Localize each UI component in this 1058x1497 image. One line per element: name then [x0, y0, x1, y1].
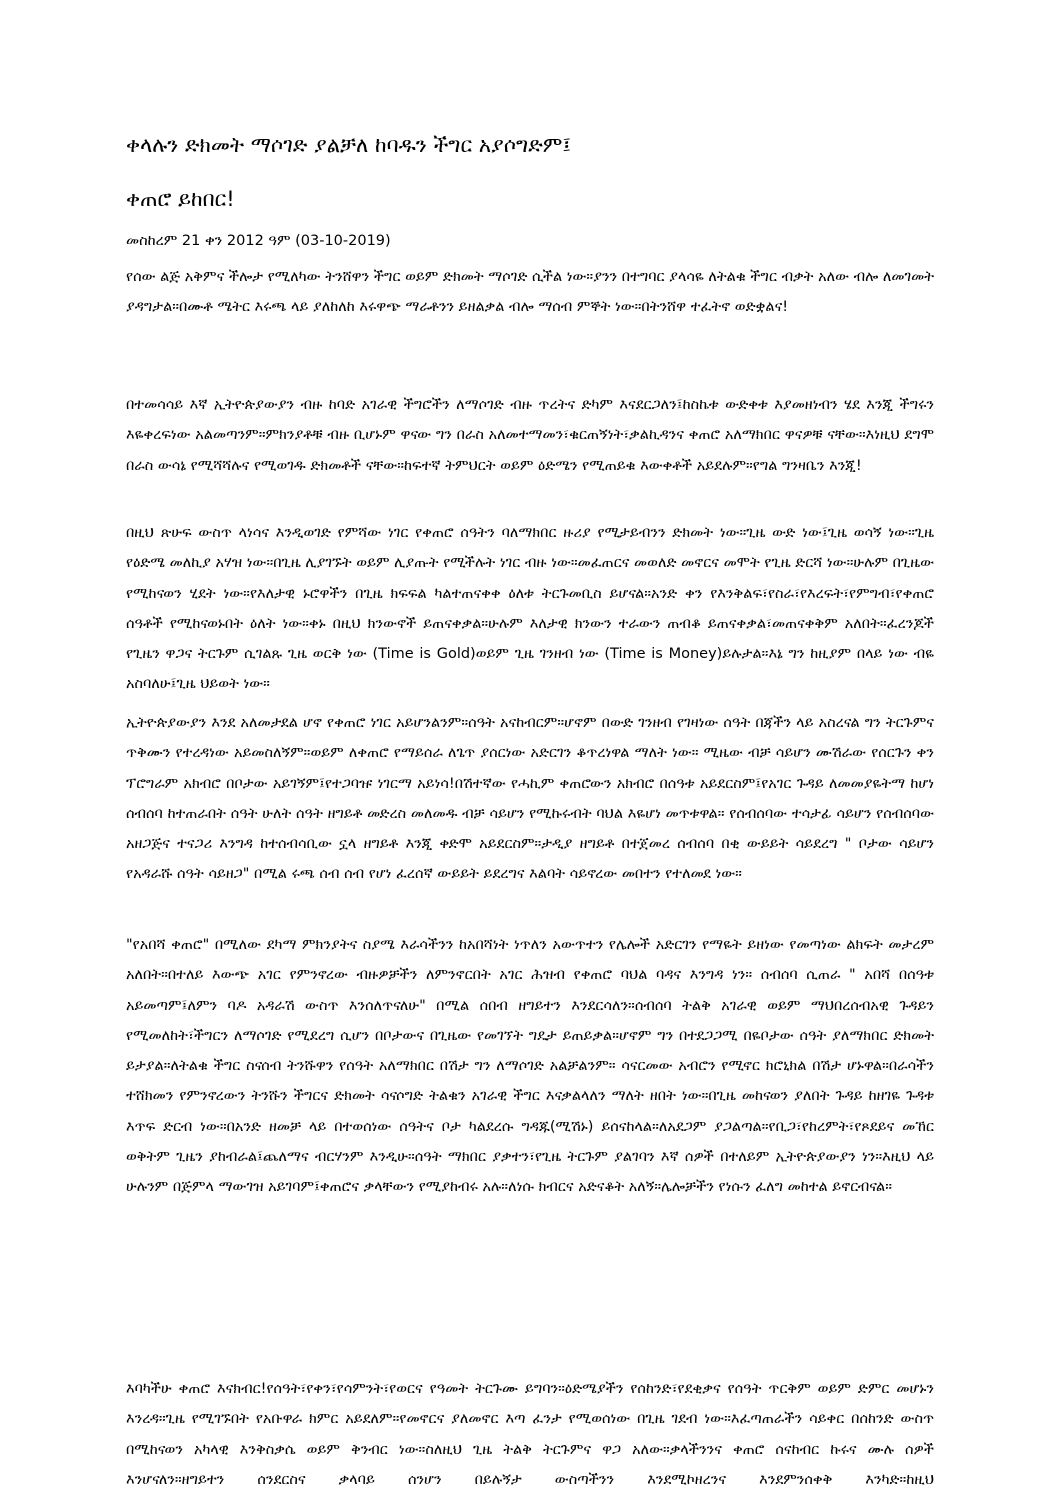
- document-title: ቀላሉን ድክመት ማሶገድ ያልቻለ ከባዱን ችግር አያሶግድም፤: [126, 133, 571, 157]
- document-subtitle: ቀጠሮ ይከበር!: [126, 187, 235, 211]
- paragraph-4: ኢትዮጵያውያን እንደ አለመታደል ሆኖ የቀጠሮ ነገር አይሆንልንም።ሰዓት አናከብርም።ሆኖም በውድ ገንዘብ የገዛነው ሰዓት በጃችን ላይ አስረናል ግን ትርጉምና ጥቅሙን የተረዳነው አይመስለኝም።ወይም ለቀጠሮ የማይሰራ ለጌጥ ያሰርነው አድርገን ቆጥረነዋል ማለት ነው። ሚዜው ብቻ ሳይሆን ሙሽራው የሰርጉን ቀን ፕሮግራም አክብሮ በቦታው አይገኝም፤የተጋባዡ ነገርማ አይነሳ!በሽተኛው የሓኪም ቀጠሮውን አክብሮ በሰዓቱ አይደርስም፤የአገር ጉዳይ ለመመያዬትማ ከሆነ ሰብሰባ ከተጠራበት ሰዓት ሁለት ሰዓት ዘግይቶ መድረስ መለመዱ ብቻ ሳይሆን የሚኩሩብት ባህል እዬሆነ መጥቱዋል። የሰብሰባው ተሳታፊ ሳይሆን የሰብሰባው አዘጋጅና ተናጋሪ እንግዳ ከተሰብሳቢው ኗላ ዘግይቶ እንጂ ቀድሞ አይደርስም።ታዲያ ዘግይቶ በተጀመረ ሰብሰባ በቂ ውይይት ሳይደረግ " ቦታው ሳይሆን የአዳራሹ ሰዓት ሳይዘጋ" በሚል ሩጫ ሰብ ሰብ የሆነ ፈረሰኛ ውይይት ይደረግና እልባት ሳይኖረው መበተን የተለመደ ነው።: [126, 715, 934, 883]
- paragraph-6: እባካችሁ ቀጠሮ እናክብር!የሰዓት፣የቀን፣የሳምንት፣የወርና የዓመት ትርጉሙ ይግባን።ዕድሜያችን የሰከንድ፣የደቂቃና የሰዓት ጥርቅም ወይም ድምር መሆኑን እንረዳ።ጊዜ የሚገኙበት የአቡዋራ ክምር አይደለም።የመኖርና ያለመኖር እጣ ፈንታ የሚወሰነው በጊዜ ገደብ ነው።እፈጣጠራችን ሳይቀር በሰከንድ ውስጥ በሚከናወን አካላዊ እንቅስቃሴ ወይም ቅንብር ነው።ስለዚህ ጊዜ ትልቅ ትርጉምና ዋጋ አለው።ቃላችንንና ቀጠሮ ሰናከብር ኩሩና ሙሉ ሰዎች እንሆናለን።ዘግይተን ሰንደርስና ቃላባይ ሰንሆን በይሉኝታ ውስጣችንን እንደሚኮዘረንና እንደምንሰቀቅ እንካድ።ከዚህ: [126, 1381, 934, 1488]
- paragraph-3: በዚህ ጽሁፍ ውስጥ ላነሳና እንዲወገድ የምሻው ነገር የቀጠሮ ሰዓትን ባለማክበር ዙሪያ የሚታይብንን ድክመት ነው።ጊዜ ውድ ነው፤ጊዜ ወሳኝ ነው።ጊዜ የዕድሜ መለኪያ አሃዝ ነው።በጊዜ ሊያገኙት ወይም ሊያጡት የሚችሉት ነገር ብዙ ነው።መፈጠርና መወለድ መኖርና መሞት የጊዜ ድርሻ ነው።ሁሉም በጊዜው የሚከናወን ሂደት ነው።የእለታዊ ኑሮዋችን በጊዜ ክፍፍል ካልተጠናቀቀ ዕለቱ ትርጉመቢስ ይሆናል።አንድ ቀን የእንቅልፍ፣የስራ፣የእረፍት፣የምግብ፣የቀጠሮ ሰዓቶች የሚከናወኑበት ዕለት ነው።ቀኑ በዚህ ክንውኖች ይጠናቀቃል።ሁሉም እለታዊ ክንውን ተራውን ጠብቆ ይጠናቀቃል፣መጠናቀቅም አለበት።ፈረንጆች የጊዜን ዋጋና ትርጉም ሲገልጹ ጊዜ ወርቅ ነው (Time is Gold)ወይም ጊዜ ገንዘብ ነው (Time is Money)ይሉታል።እኔ ግን ከዚያም በላይ ነው ብዬ አስባለሁ፤ጊዜ ህይወት ነው።: [126, 525, 934, 693]
- paragraph-1: የሰው ልጅ አቅምና ችሎታ የሚለካው ትንሸዋን ችግር ወይም ድክመት ማሶገድ ሲችል ነው።ያንን በተግባር ያላሳዬ ለትልቁ ችግር ብቃት አለው ብሎ ለመገመት ያዳግታል።በሙቶ ሜትር እሩጫ ላይ ያለከለከ እሩዋጭ ማራቶንን ይዘልቃል ብሎ ማሰብ ምኞት ነው።በትንሸዋ ተፈትኖ ወድቋልና!: [126, 269, 934, 316]
- paragraph-2: በተመሳሳይ እኛ ኢትዮጵያውያን ብዙ ከባድ አገራዊ ችግሮችን ለማሶገድ ብዙ ጥረትና ድካም እናደርጋለን፤ከስኬቱ ውድቀቱ እያመዘነብን ሄደ እንጂ ችግሩን እዬቀረፍነው አልመጣንም።ምክንያቶቹ ብዙ ቢሆኑም ዋናው ግን በራስ አለመተማመን፣ቁርጠኝነት፣ቃልኪዳንና ቀጠሮ አለማክበር ዋናዎቹ ናቸው።እነዚህ ደግሞ በራስ ውሳኔ የሚሻሻሉና የሚወገዱ ድክመቶች ናቸው።ከፍተኛ ትምህርት ወይም ዕድሜን የሚጠይቁ እውቀቶች አይደሉም።የግል ግንዛቤን እንጂ!: [126, 397, 934, 474]
- paragraph-5: "የአበሻ ቀጠሮ" በሚለው ደካማ ምክንያትና ስያሜ እራሳችንን ከአበሻነት ነጥለን አውጥተን የሌሎች አድርገን የማዬት ይዘነው የመጣነው ልክፍት መታረም አለበት።በተለይ እውጭ አገር የምንኖረው ብዙዎቻችን ለምንኖርበት አገር ሕዝብ የቀጠሮ ባህል ባዳና እንግዳ ነን። ሰብሰባ ሲጠራ " አበሻ በሰዓቱ አይመጣም፤ለምን ባዶ አዳራሽ ውስጥ እንሰለጥናለሁ" በሚል ሰበብ ዘግይተን እንደርሳለን።ሰብሰባ ትልቅ አገራዊ ወይም ማህበረሰብአዊ ጉዳይን የሚመለከት፣ችግርን ለማሶገድ የሚደረግ ሲሆን በቦታውና በጊዜው የመገኘት ግዴታ ይጠይቃል።ሆኖም ግን በተደጋጋሚ በዬቦታው ሰዓት ያለማክበር ድክመት ይታያል።ለትልቁ ችግር ስናሰብ ትንሹዋን የሰዓት አለማክበር በሽታ ግን ለማሶገድ አልቻልንም። ሳናርመው አብሮን የሚኖር ክሮኒክል በሽታ ሆኑዋል።በራሳችን ተሸክመን የምንኖረውን ትንሹን ችግርና ድክመት ሳናሶግድ ትልቁን አገራዊ ችግር እናቃልላለን ማለት ዘበት ነው።በጊዜ መከናወን ያለበት ጉዳይ ከዘገዬ ጉዳቱ እጥፍ ድርብ ነው።በአንድ ዘመቻ ላይ በተወሰነው ሰዓትና ቦታ ካልደረሱ ግዳጁ(ሚሽኑ) ይሰናከላል።ለአደጋም ያጋልጣል።የቢጋ፣የከረምት፣የጾደይና መኸር ወቅትም ጊዜን ያከብራል፤ጨለማና ብርሃንም እንዲሁ።ሰዓት ማክበር ያቃተን፣የጊዜ ትርጉም ያልገባን እኛ ሰዎች በተለይም ኢትዮጵያውያን ነን።እዚህ ላይ ሁሉንም በጅምላ ማውገዝ አይገባም፤ቀጠሮና ቃላቸውን የሚያከብሩ አሉ።ለነሱ ክብርና አድናቆት አለኝ።ሌሎቻችን የነሱን ፈለግ መከተል ይኖርብናል።: [126, 937, 934, 1196]
- document-date: መስከረም 21 ቀን 2012 ዓም (03-10-2019): [126, 233, 391, 249]
- paragraph-container: [126, 0, 934, 1497]
